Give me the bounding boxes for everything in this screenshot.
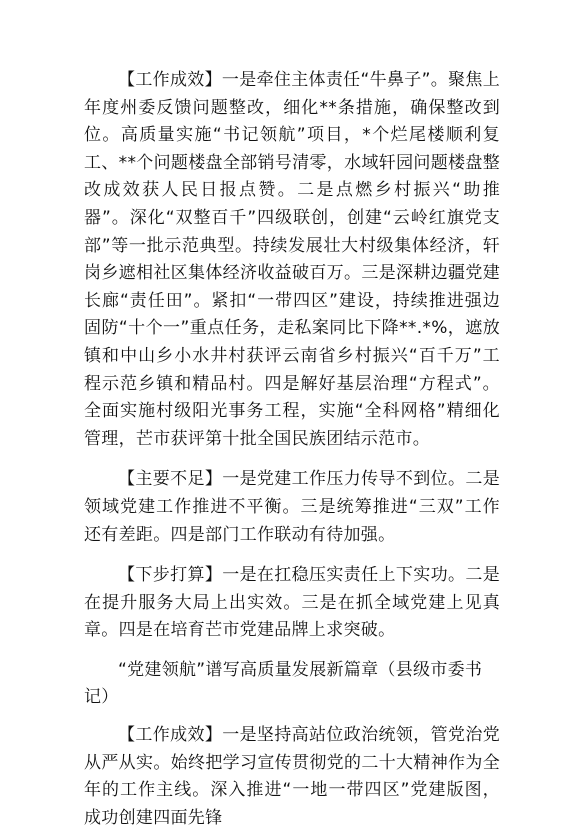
paragraph-work-results-1: 【工作成效】一是牵住主体责任“牛鼻子”。聚焦上年度州委反馈问题整改，细化**条措施，确保整改到位。高质量实施“书记领航”项目，*个烂尾楼顺利复工、**个问题楼盘全部销号清零，水域轩园问题楼盘整改成效获人民日报点赞。二是点燃乡村振兴“助推器”。深化“双整百千”四级联创，创建“云岭红旗党支部”等一批示范典型。持续发展壮大村级集体经济，轩岗乡遮相社区集体经济收益破百万。三是深耕边疆党建长廊“责任田”。紧扣“一带四区”建设，持续推进强边固防“十个一”重点任务，走私案同比下降**.*%，遮放镇和中山乡小水井村获评云南省乡村振兴“百千万”工程示范乡镇和精品村。四是解好基层治理“方程式”。全面实施村级阳光事务工程，实施“全科网格”精细化管理，芒市获评第十批全国民族团结示范市。 — [84, 70, 500, 449]
document-body — [84, 67, 500, 832]
paragraph-next-steps: 【下步打算】一是在扛稳压实责任上下实功。二是在提升服务大局上出实效。三是在抓全域党建上见真章。四是在培育芒市党建品牌上求突破。 — [84, 565, 500, 641]
paragraph-shortcomings: 【主要不足】一是党建工作压力传导不到位。二是领域党建工作推进不平衡。三是统筹推进“三双”工作还有差距。四是部门工作联动有待加强。 — [84, 469, 500, 545]
section-title: “党建领航”谱写高质量发展新篇章（县级市委书记） — [84, 659, 483, 708]
paragraph-work-results-2: 【工作成效】一是坚持高站位政治统领，管党治党从严从实。始终把学习宣传贯彻党的二十大精神作为全年的工作主线。深入推进“一地一带四区”党建版图，成功创建四面先锋 — [84, 725, 500, 828]
